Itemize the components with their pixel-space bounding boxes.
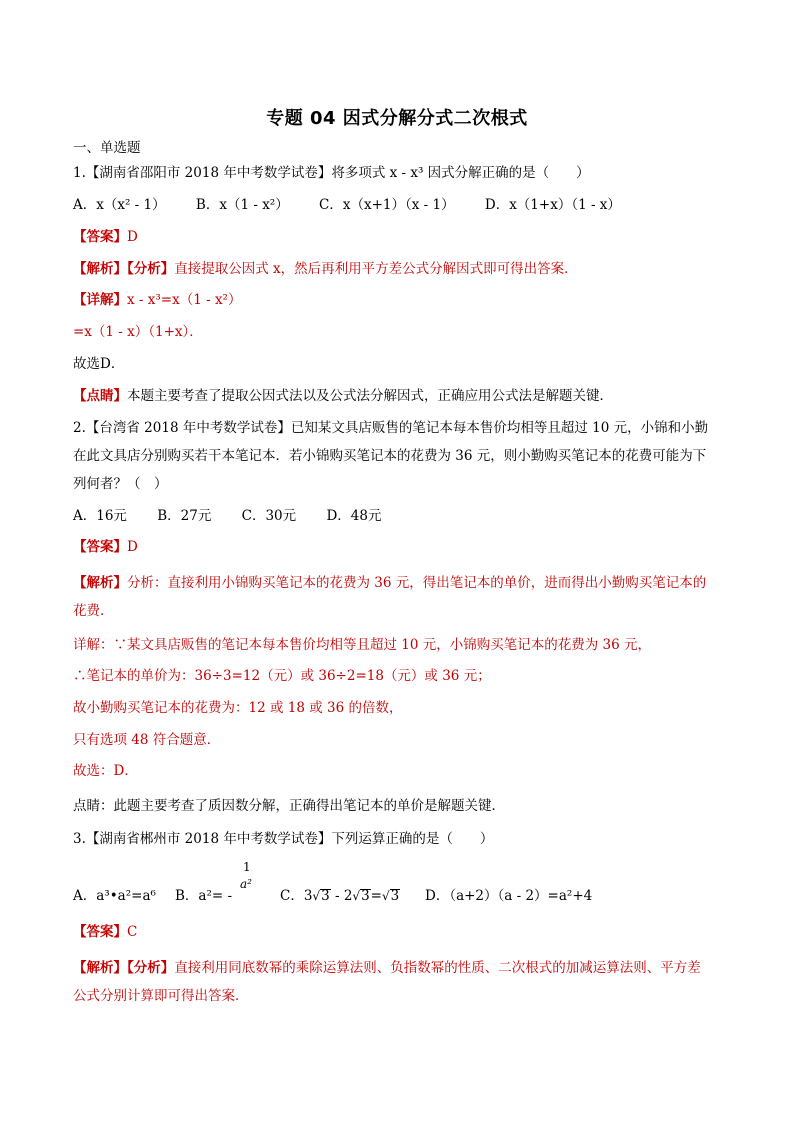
q2-answer xyxy=(73,537,138,557)
q2-detail-1: 详解：∵某文具店贩售的笔记本每本售价均相等且超过 10 元，小锦购买笔记本的花费为 36 元， xyxy=(73,637,652,653)
q2-analysis-2: 花费． xyxy=(73,603,114,619)
q3-stem: 3.【湖南省郴州市 2018 年中考数学试卷】下列运算正确的是（ ） xyxy=(73,831,494,847)
q3-option-d: D．（a+2）（a - 2）=a²+4 xyxy=(425,888,593,904)
q2-detail-4: 只有选项 48 符合题意． xyxy=(73,732,221,748)
q2-options xyxy=(73,506,407,526)
q2-stem-line-3: 列何者？（ ） xyxy=(73,476,168,492)
q1-stem: 1.【湖南省邵阳市 2018 年中考数学试卷】将多项式 x - x³ 因式分解正确的是（ ） xyxy=(73,165,590,181)
detail-text: x - x³=x（1 - x²） xyxy=(127,292,242,308)
q2-analysis xyxy=(73,573,706,593)
page-title: 专题 04 因式分解分式二次根式 xyxy=(266,108,528,129)
answer-value: D xyxy=(127,229,138,245)
sqrt-radicand: 3 xyxy=(390,888,400,904)
q3-option-a: A．a³•a²=a⁶ xyxy=(73,888,156,904)
q1-analysis xyxy=(73,259,578,279)
q3-option-b-denominator: a² xyxy=(240,877,252,891)
q1-option-d: D．x（1+x）（1 - x） xyxy=(484,197,621,213)
analysis-tag: 【解析】【分析】 xyxy=(73,261,175,277)
q1-answer xyxy=(73,227,138,247)
q1-option-c: C．x（x+1）（x - 1） xyxy=(319,197,455,213)
analysis-text: 分析：直接利用小锦购买笔记本的花费为 36 元，得出笔记本的单价，进而得出小勤购买笔记本的 xyxy=(127,575,707,591)
q3-option-b xyxy=(175,886,232,906)
q1-choose: 故选D． xyxy=(73,356,125,372)
analysis-tag: 【解析】【分析】 xyxy=(73,960,175,976)
sqrt-radicand: 3 xyxy=(361,888,370,904)
q3-option-b-text: B．a²= - xyxy=(175,888,233,904)
q1-options xyxy=(73,195,647,215)
answer-tag: 【答案】 xyxy=(73,229,127,245)
q1-detail xyxy=(73,290,241,310)
q3-analysis-2: 公式分别计算即可得出答案． xyxy=(73,988,249,1004)
sqrt-radicand: 3 xyxy=(321,888,330,904)
q2-option-d: D．48元 xyxy=(326,508,382,524)
q3-answer xyxy=(73,922,137,942)
q2-detail-3: 故小勤购买笔记本的花费为：12 或 18 或 36 的倍数， xyxy=(73,700,403,716)
q2-stem-line-2: 在此文具店分别购买若干本笔记本．若小锦购买笔记本的花费为 36 元，则小勤购买笔记本的花费可能为下 xyxy=(73,448,707,464)
q1-option-b: B．x（1 - x²） xyxy=(195,197,289,213)
q3-option-c: C．3√3 - 2√3=√3 xyxy=(280,888,400,904)
q2-detail-2: ∴笔记本的单价为：36÷3=12（元）或 36÷2=18（元）或 36 元； xyxy=(73,668,491,684)
answer-value: D xyxy=(127,539,138,555)
q3-option-b-numerator: 1 xyxy=(243,860,251,874)
q1-option-a: A．x（x² - 1） xyxy=(73,197,166,213)
analysis-text: 直接利用同底数幂的乘除运算法则、负指数幂的性质、二次根式的加减运算法则、平方差 xyxy=(174,960,701,976)
q2-option-a: A．16元 xyxy=(73,508,127,524)
q1-comment xyxy=(73,386,613,406)
detail-tag: 【详解】 xyxy=(73,292,127,308)
q3-option-c-minus: - 2 xyxy=(330,888,353,904)
q3-option-c-equals: = xyxy=(370,888,382,904)
q2-option-c: C．30元 xyxy=(241,508,297,524)
q3-analysis xyxy=(73,958,701,978)
comment-text: 本题主要考查了提取公因式法以及公式法分解因式，正确应用公式法是解题关键． xyxy=(127,388,613,404)
q2-detail-5: 故选：D． xyxy=(73,763,138,779)
q3-option-c-coef: C．3 xyxy=(280,888,313,904)
q2-stem-line-1: 2.【台湾省 2018 年中考数学试卷】已知某文具店贩售的笔记本每本售价均相等且超过 10 元，小锦和小勤 xyxy=(73,420,709,436)
answer-value: C xyxy=(127,924,138,940)
answer-tag: 【答案】 xyxy=(73,924,127,940)
section-heading: 一、单选题 xyxy=(73,140,141,156)
q1-detail-2: =x（1 - x）（1+x）． xyxy=(73,324,203,340)
q2-option-b: B．27元 xyxy=(157,508,212,524)
analysis-tag: 【解析】 xyxy=(73,575,127,591)
analysis-text: 直接提取公因式 x，然后再利用平方差公式分解因式即可得出答案． xyxy=(174,261,578,277)
answer-tag: 【答案】 xyxy=(73,539,127,555)
q2-comment: 点睛：此题主要考查了质因数分解，正确得出笔记本的单价是解题关键． xyxy=(73,798,505,814)
comment-tag: 【点睛】 xyxy=(73,388,127,404)
